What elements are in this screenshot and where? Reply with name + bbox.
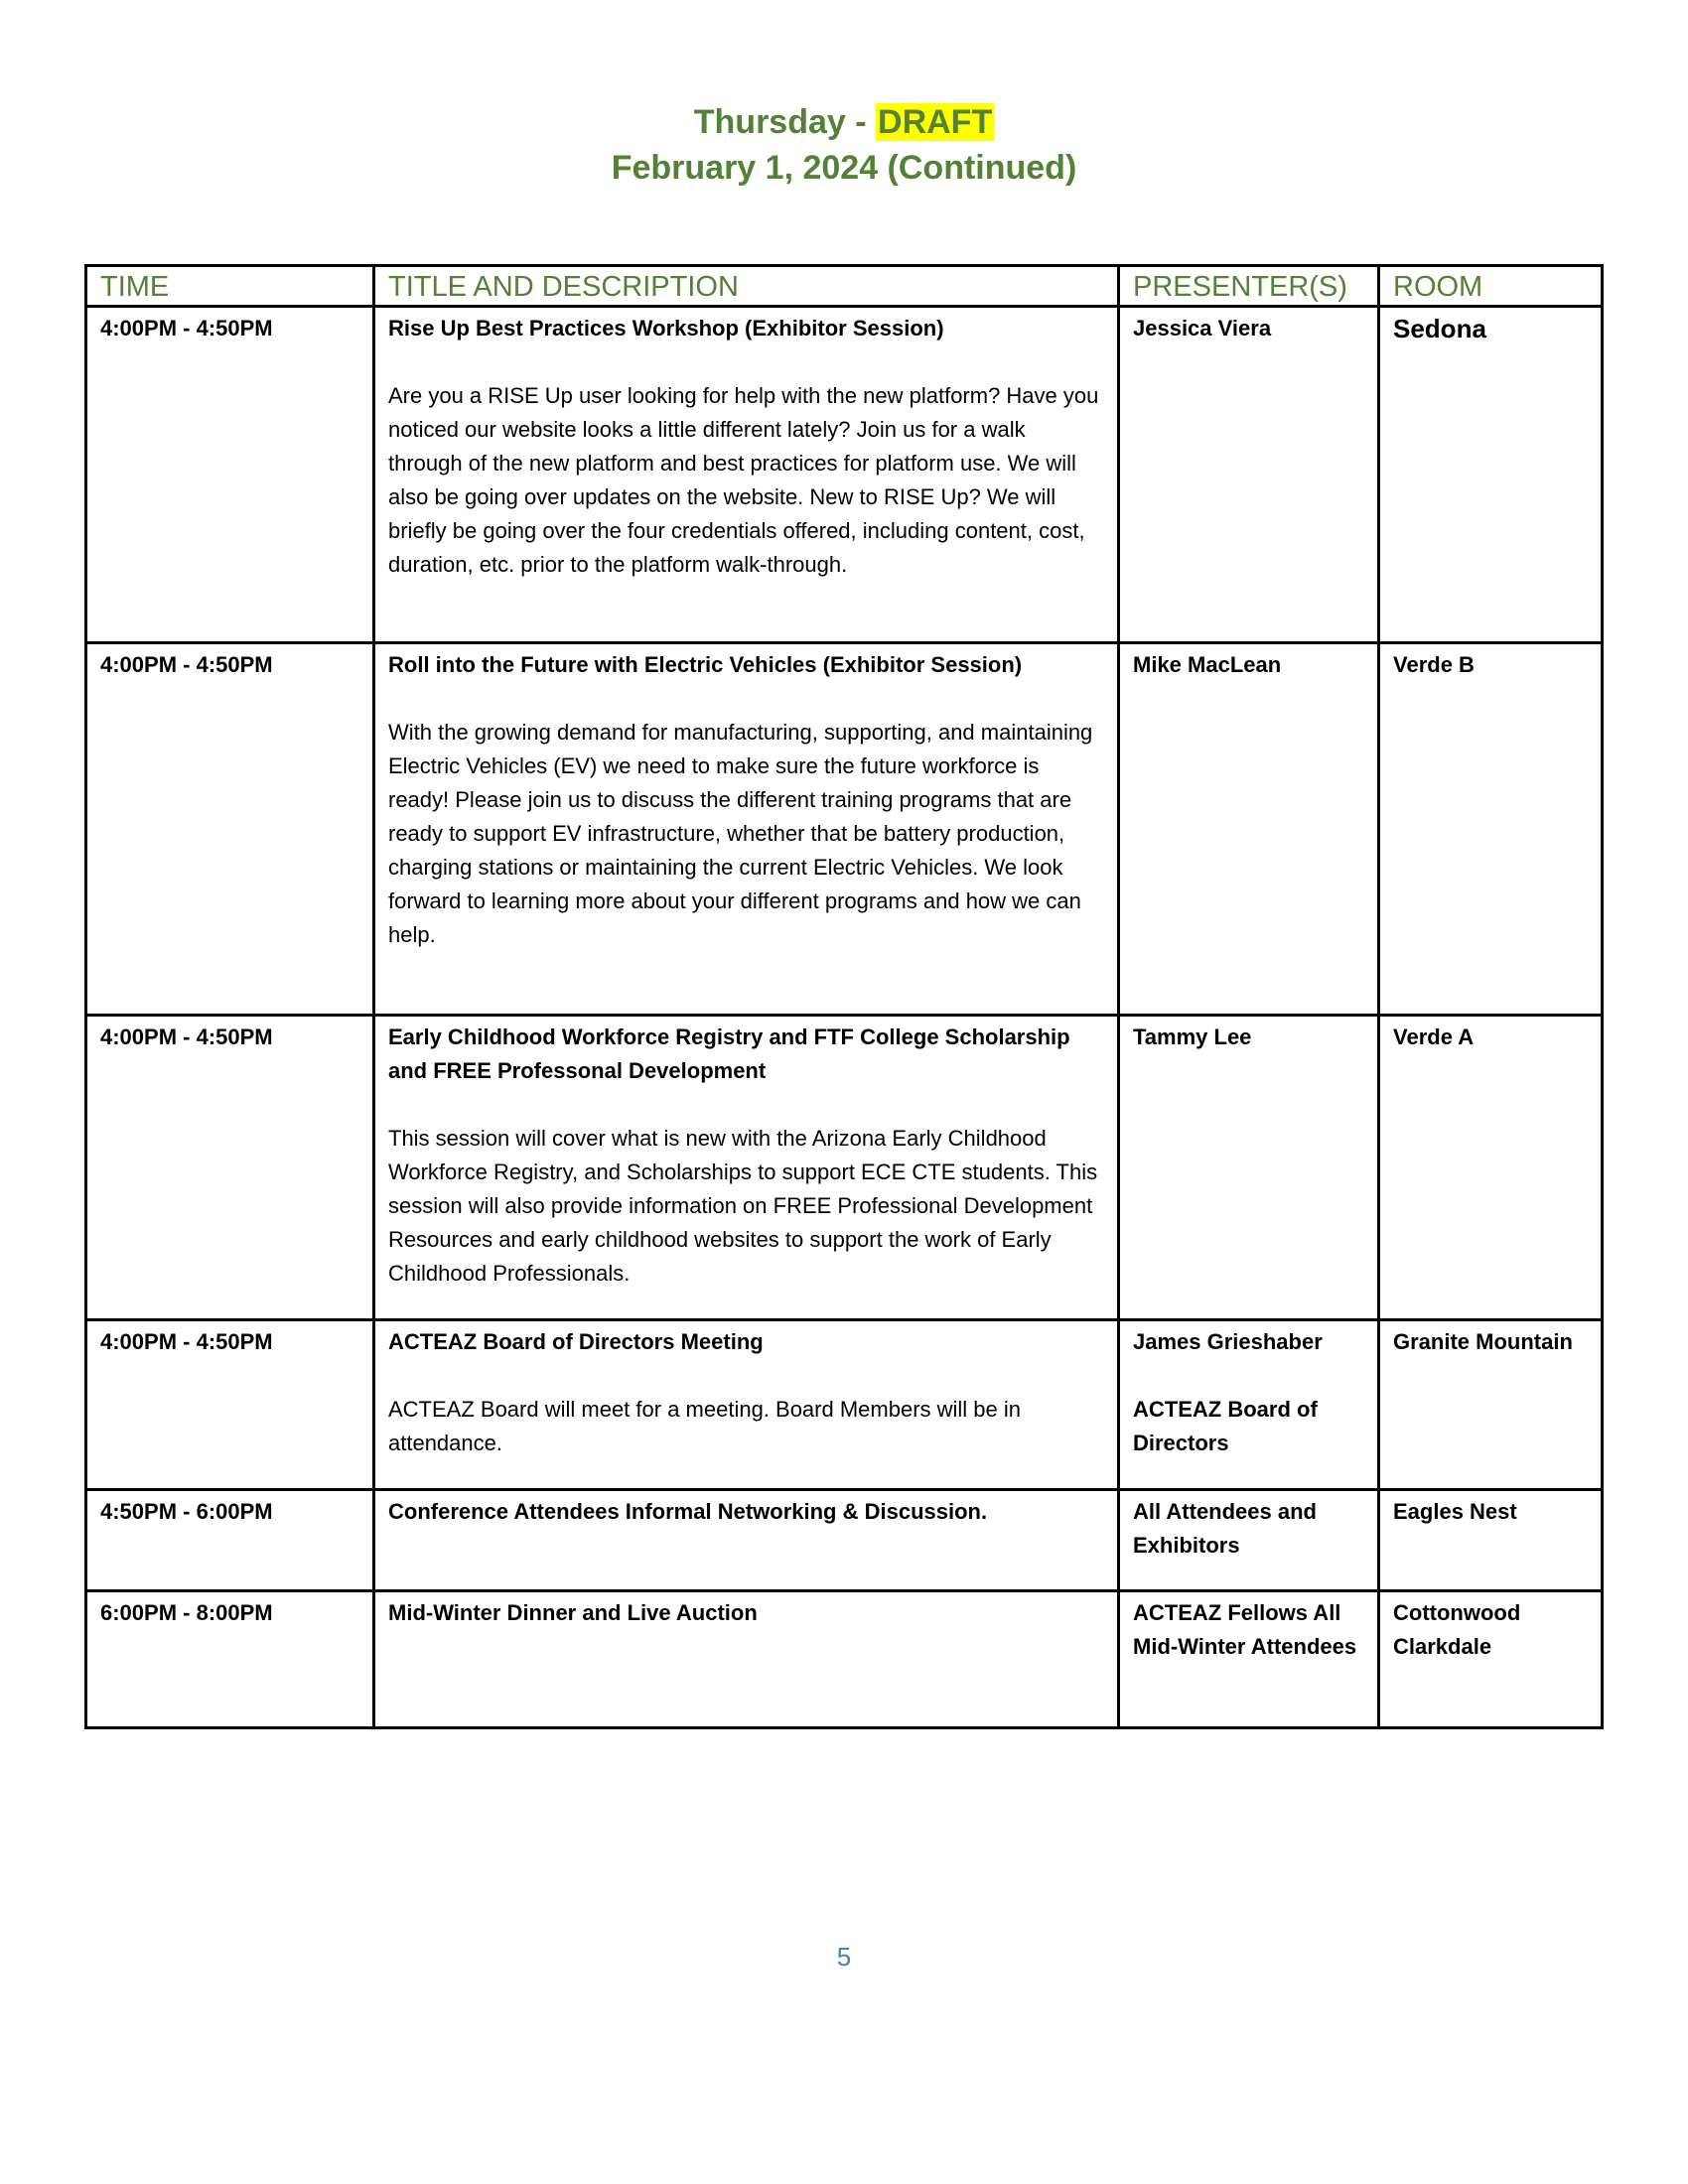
- session-cell: [374, 307, 1119, 643]
- table-row: [86, 1016, 1603, 1320]
- session-title: Mid-Winter Dinner and Live Auction: [388, 1600, 758, 1625]
- session-title: Rise Up Best Practices Workshop (Exhibitor Session): [388, 316, 944, 341]
- session-room: Verde A: [1379, 1016, 1603, 1320]
- table-row: [86, 1591, 1603, 1728]
- session-title: Early Childhood Workforce Registry and FTF College Scholarship and FREE Professonal Development: [388, 1024, 1070, 1083]
- session-presenter: James Grieshaber: [1133, 1329, 1323, 1354]
- session-presenter: ACTEAZ Fellows All Mid-Winter Attendees: [1119, 1591, 1379, 1728]
- session-cell: [374, 643, 1119, 1016]
- session-room: Eagles Nest: [1379, 1490, 1603, 1591]
- column-header-title: TITLE AND DESCRIPTION: [374, 266, 1119, 307]
- table-row: [86, 307, 1603, 643]
- page-number: 5: [836, 1942, 852, 1972]
- table-row: [86, 1320, 1603, 1490]
- title-day-line: [0, 99, 1688, 145]
- column-header-time: TIME: [86, 266, 374, 307]
- session-time: 4:00PM - 4:50PM: [86, 643, 374, 1016]
- session-cell: [374, 1490, 1119, 1591]
- session-presenter: Tammy Lee: [1119, 1016, 1379, 1320]
- session-time: 6:00PM - 8:00PM: [86, 1591, 374, 1728]
- session-presenter: Mike MacLean: [1119, 643, 1379, 1016]
- session-time: 4:00PM - 4:50PM: [86, 1320, 374, 1490]
- session-cell: [374, 1016, 1119, 1320]
- session-time: 4:00PM - 4:50PM: [86, 1016, 374, 1320]
- session-description: Are you a RISE Up user looking for help with the new platform? Have you noticed our website looks a little different lately? Join us for a walk through of the new platform and best practices for platform use. We will also be going over updates on the website. New to RISE Up? We will briefly be going over the four credentials offered, including content, cost, duration, etc. prior to the platform walk-through.: [388, 383, 1099, 577]
- session-cell: [374, 1591, 1119, 1728]
- table-row: [86, 1490, 1603, 1591]
- page-title: [0, 99, 1688, 191]
- session-presenter: All Attendees and Exhibitors: [1119, 1490, 1379, 1591]
- session-title: Roll into the Future with Electric Vehicles (Exhibitor Session): [388, 652, 1023, 677]
- session-title: ACTEAZ Board of Directors Meeting: [388, 1329, 764, 1354]
- session-title: Conference Attendees Informal Networking & Discussion.: [388, 1499, 988, 1524]
- session-presenter: Jessica Viera: [1119, 307, 1379, 643]
- title-date: February 1, 2024 (Continued): [611, 149, 1077, 187]
- session-time: 4:00PM - 4:50PM: [86, 307, 374, 643]
- table-row: [86, 643, 1603, 1016]
- draft-badge: DRAFT: [878, 103, 993, 141]
- column-header-room: ROOM: [1379, 266, 1603, 307]
- session-description: ACTEAZ Board will meet for a meeting. Board Members will be in attendance.: [388, 1397, 1022, 1455]
- session-presenter-group: ACTEAZ Board of Directors: [1133, 1397, 1318, 1455]
- session-presenters-cell: [1119, 1320, 1379, 1490]
- column-header-presenters: PRESENTER(S): [1119, 266, 1379, 307]
- session-time: 4:50PM - 6:00PM: [86, 1490, 374, 1591]
- schedule-table: [84, 264, 1604, 1729]
- title-day: Thursday -: [693, 103, 877, 141]
- session-cell: [374, 1320, 1119, 1490]
- session-description: This session will cover what is new with the Arizona Early Childhood Workforce Registry, and Scholarships to support ECE CTE students. This session will also provide information on FREE Professional Development Resources and early childhood websites to support the work of Early Childhood Professionals.: [388, 1126, 1098, 1286]
- session-description: With the growing demand for manufacturing, supporting, and maintaining Electric Vehicles (EV) we need to make sure the future workforce is ready! Please join us to discuss the different training programs that are ready to support EV infrastructure, whether that be battery production, charging stations or maintaining the current Electric Vehicles. We look forward to learning more about your different programs and how we can help.: [388, 720, 1093, 947]
- session-room: Cottonwood Clarkdale: [1379, 1591, 1603, 1728]
- table-header-row: [86, 266, 1603, 307]
- session-room: Sedona: [1379, 307, 1603, 643]
- session-room: Verde B: [1379, 643, 1603, 1016]
- session-room: Granite Mountain: [1379, 1320, 1603, 1490]
